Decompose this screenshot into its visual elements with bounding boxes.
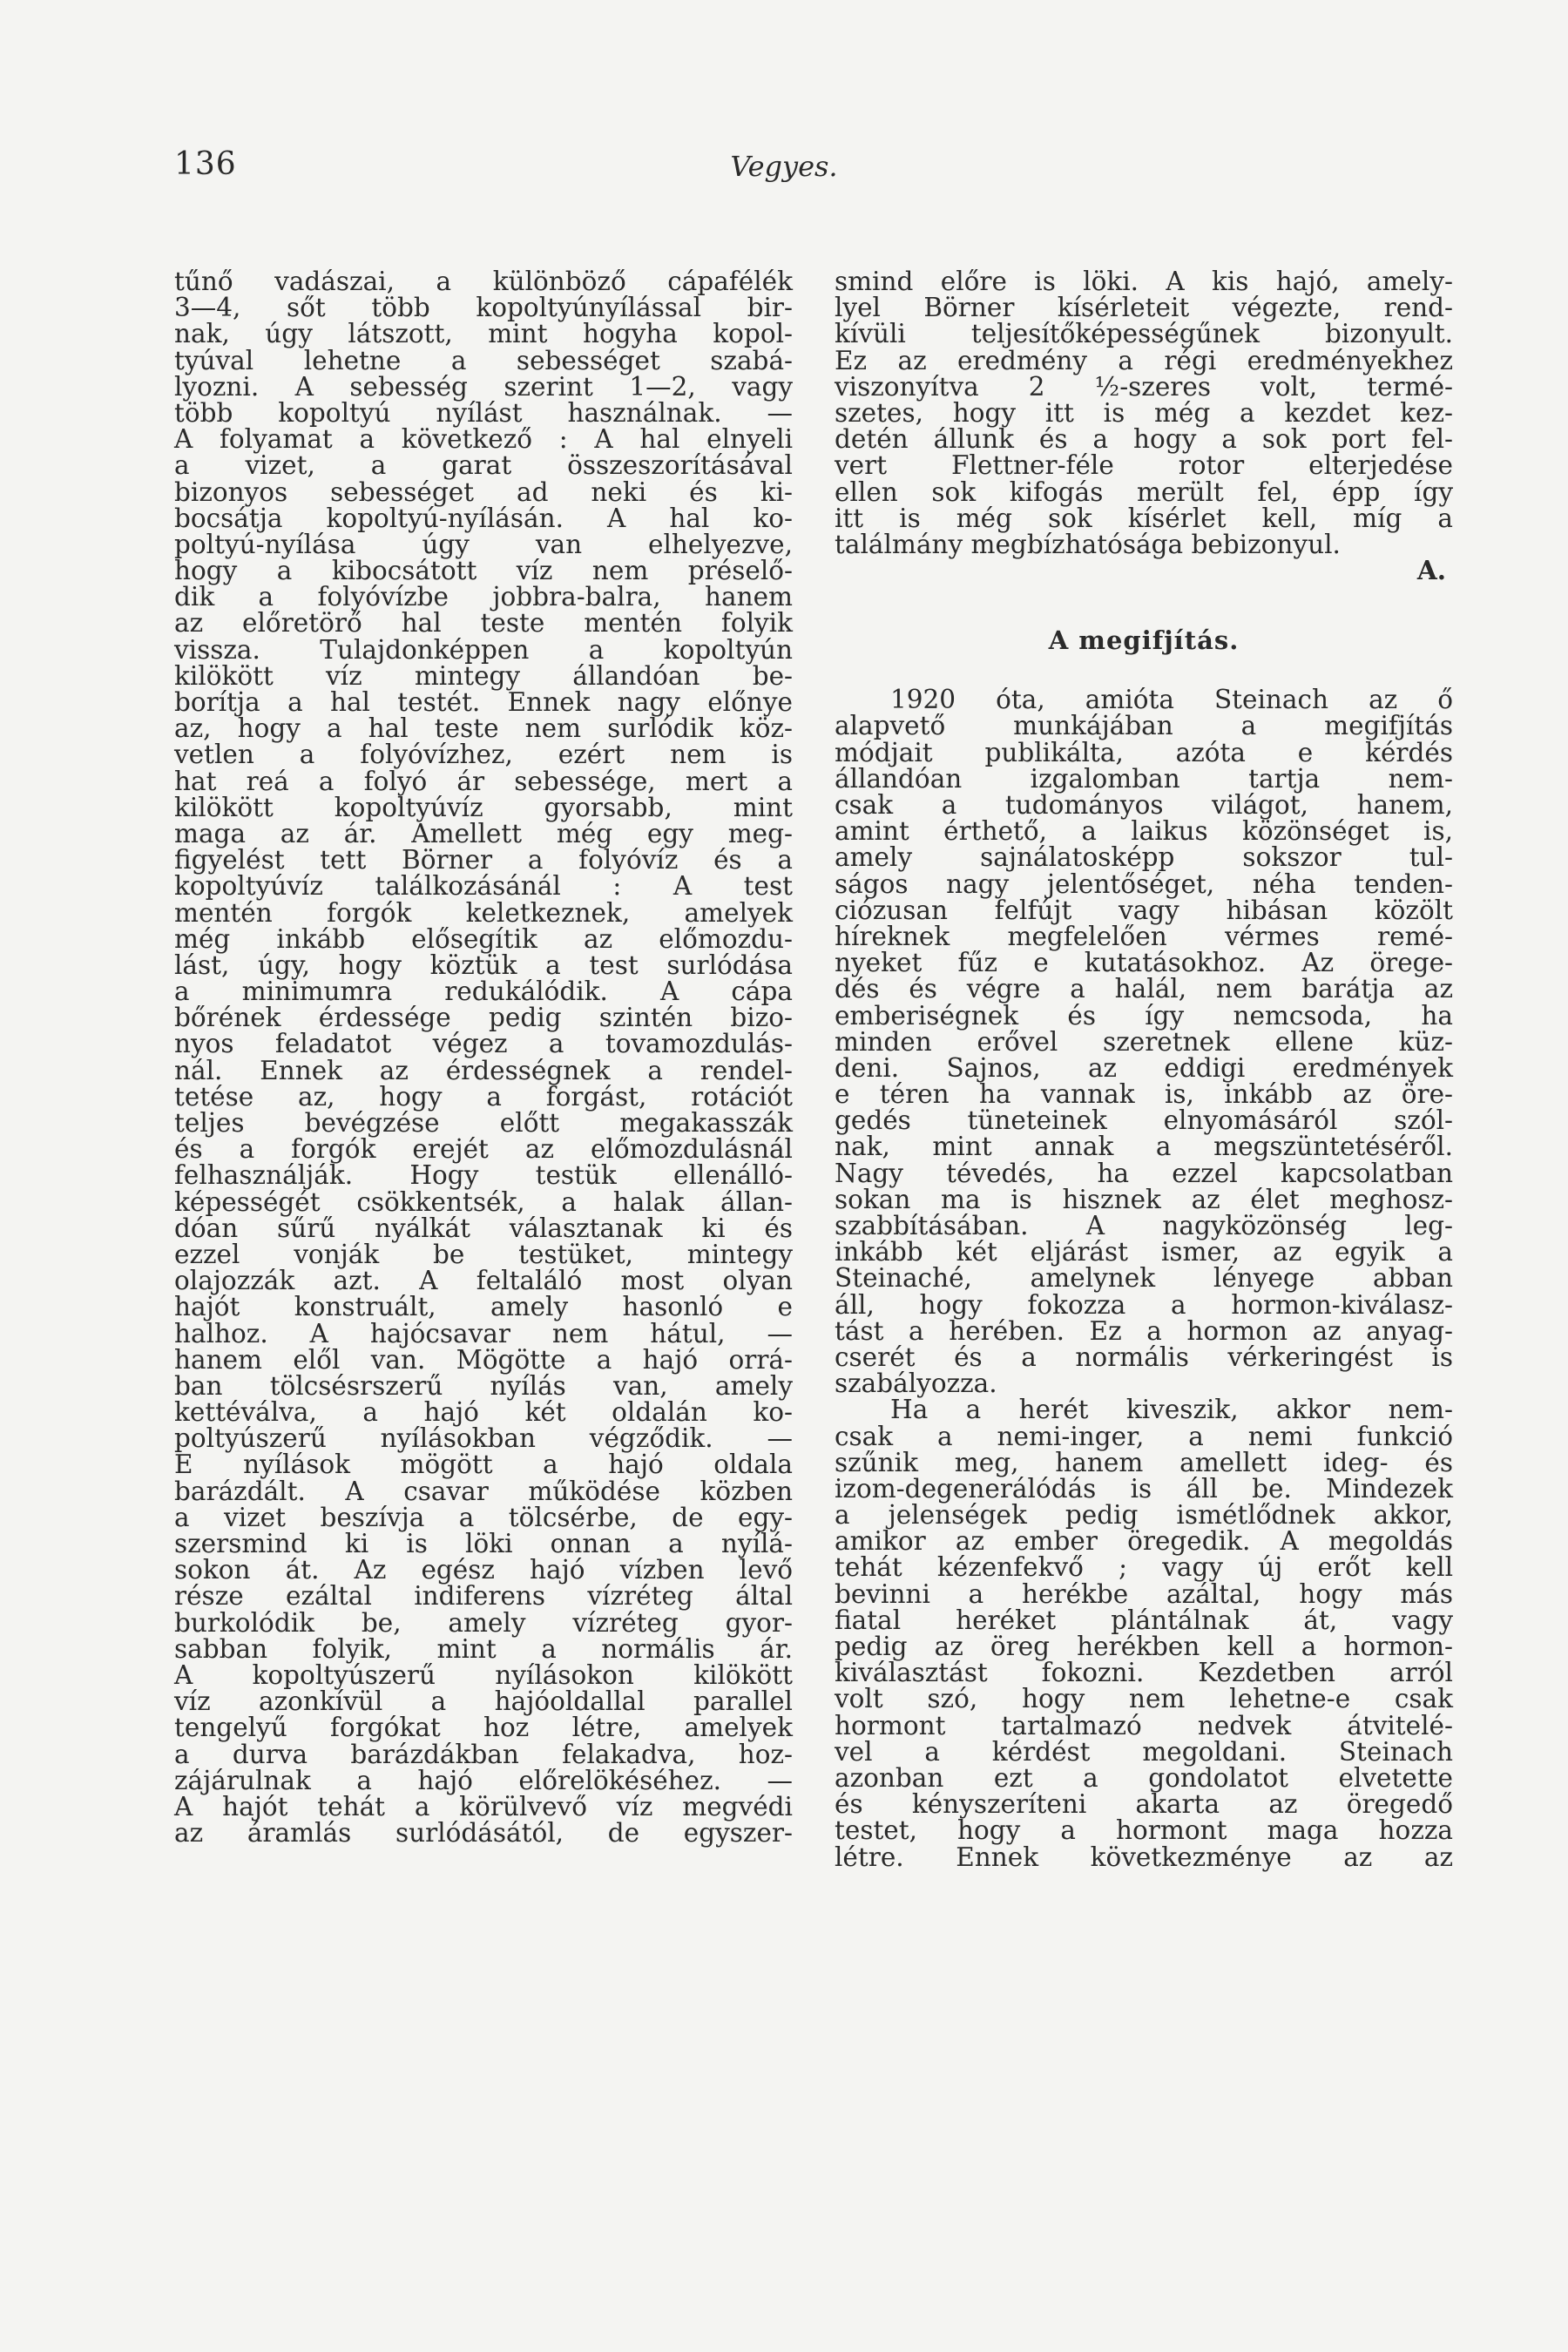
text-line: csak a nemi-inger, a nemi funkció [835,1421,1453,1451]
text-line: halhoz. A hajócsavar nem hátul, — [174,1318,793,1348]
text-line: dóan sűrű nyálkát választanak ki és [174,1213,793,1243]
text-line: sokan ma is hisznek az élet meghosz- [835,1184,1453,1214]
text-line: figyelést tett Börner a folyóvíz és a [174,845,793,875]
article-heading: A megifjítás. [1048,625,1240,656]
text-line: A hajót tehát a körülvevő víz megvédi [174,1791,793,1821]
text-line: csak a tudományos világot, hanem, [835,790,1453,821]
text-line: kilökött víz mintegy állandóan be- [174,660,793,691]
text-line: zájárulnak a hajó előrelökéséhez. — [174,1765,793,1795]
text-line: része ezáltal indiferens vízréteg által [174,1581,793,1612]
text-line: A kopoltyúszerű nyílásokon kilökött [174,1659,793,1690]
text-line: pedig az öreg herékben kell a hormon- [835,1632,1453,1662]
text-line: a vizet, a garat összeszorításával [174,450,793,481]
text-line: szetes, hogy itt is még a kezdet kez- [835,397,1453,428]
right-text-column [835,268,1453,1870]
text-line: vel a kérdést megoldani. Steinach [835,1736,1453,1767]
text-line: sokon át. Az egész hajó vízben levő [174,1555,793,1585]
text-line: még inkább elősegítik az előmozdu- [174,923,793,954]
text-line: víz azonkívül a hajóoldallal parallel [174,1686,793,1717]
text-line: ezzel vonják be testüket, mintegy [174,1239,793,1269]
text-line: vetlen a folyóvízhez, ezért nem is [174,740,793,770]
article-ending [835,268,1453,558]
text-line: tűnő vadászai, a különböző cápafélék [174,267,793,296]
text-line: 3—4, sőt több kopoltyúnyílással bir- [174,293,793,323]
text-line: bocsátja kopoltyú-nyílásán. A hal ko- [174,503,793,533]
text-line: volt szó, hogy nem lehetne-e csak [835,1684,1453,1714]
text-line: dik a folyóvízbe jobbra-balra, hanem [174,582,793,612]
text-line: vert Flettner-féle rotor elterjedése [835,450,1453,481]
text-line: híreknek megfelelően vérmes remé- [835,921,1453,951]
text-line: az áramlás surlódásától, de egyszer- [174,1818,793,1848]
text-line: viszonyítva 2 ½-szeres volt, termé- [835,371,1453,402]
text-line: tyúval lehetne a sebességet szabá- [174,345,793,375]
text-line: nyeket fűz e kutatásokhoz. Az örege- [835,948,1453,978]
text-line: ellen sok kifogás merült fel, épp így [835,476,1453,507]
text-line: áll, hogy fokozza a hormon-kiválasz- [835,1289,1453,1320]
text-line: és a forgók erejét az előmozdulásnál [174,1134,793,1165]
text-line: képességét csökkentsék, a halak állan- [174,1186,793,1217]
text-line: mentén forgók keletkeznek, amelyek [174,897,793,928]
text-line: állandóan izgalomban tartja nem- [835,763,1453,794]
text-line: ciózusan felfújt vagy hibásan közölt [835,895,1453,925]
text-line: maga az ár. Amellett még egy meg- [174,818,793,848]
text-line: szabbításában. A nagyközönség leg- [835,1211,1453,1241]
text-line: szabályozza. [835,1369,997,1399]
text-line: smind előre is löki. A kis hajó, amely- [835,267,1453,296]
text-line: lyozni. A sebesség szerint 1—2, vagy [174,371,793,402]
author-signature: A. [1416,555,1446,586]
text-line: itt is még sok kísérlet kell, míg a [835,503,1453,533]
article-paragraph-1 [835,685,1453,1399]
text-line: e téren ha vannak is, inkább az öre- [835,1079,1453,1110]
text-line: Ha a herét kiveszik, akkor nem- [890,1395,1453,1425]
text-line: Nagy tévedés, ha ezzel kapcsolatban [835,1158,1453,1188]
text-line: amikor az ember öregedik. A megoldás [835,1526,1453,1557]
text-line: kopoltyúvíz találkozásánál : A test [174,871,793,902]
text-line: nak, úgy látszott, mint hogyha kopol- [174,319,793,349]
text-line: kiválasztást fokozni. Kezdetben arról [835,1658,1453,1688]
text-line: dés és végre a halál, nem barátja az [835,974,1453,1004]
text-line: hogy a kibocsátott víz nem préselő- [174,556,793,586]
text-line: szűnik meg, hanem amellett ideg- és [835,1447,1453,1477]
text-line: hat reá a folyó ár sebessége, mert a [174,766,793,796]
text-line: bevinni a herékbe azáltal, hogy más [835,1578,1453,1609]
text-line: hormont tartalmazó nedvek átvitelé- [835,1710,1453,1740]
text-line: kilökött kopoltyúvíz gyorsabb, mint [174,792,793,822]
text-line: lást, úgy, hogy köztük a test surlódása [174,950,793,980]
text-line: a minimumra redukálódik. A cápa [174,977,793,1007]
text-line: Ez az eredmény a régi eredményekhez [835,345,1453,375]
text-line: vissza. Tulajdonképpen a kopoltyún [174,634,793,665]
text-line: azonban ezt a gondolatot elvetette [835,1762,1453,1793]
text-line: bőrének érdessége pedig szintén bizo- [174,1003,793,1033]
text-line: barázdált. A csavar működése közben [174,1476,793,1506]
text-line: poltyú-nyílása úgy van elhelyezve, [174,529,793,559]
text-line: inkább két eljárást ismer, az egyik a [835,1237,1453,1267]
text-line: ban tölcsésrszerű nyílás van, amely [174,1370,793,1401]
text-line: emberiségnek és így nemcsoda, ha [835,1000,1453,1031]
text-line: módjait publikálta, azóta e kérdés [835,737,1453,767]
text-line: találmány megbízhatósága bebizonyul. [835,529,1341,559]
text-line: testet, hogy a hormont maga hozza [835,1815,1453,1846]
text-line: fiatal heréket plántálnak át, vagy [835,1605,1453,1635]
text-line: alapvető munkájában a megifjítás [835,711,1453,741]
text-line: amint érthető, a laikus közönséget is, [835,816,1453,847]
text-line: az előretörő hal teste mentén folyik [174,608,793,639]
text-line: kettéválva, a hajó két oldalán ko- [174,1397,793,1428]
text-line: tehát kézenfekvő ; vagy új erőt kell [835,1552,1453,1583]
text-line: teljes bevégzése előtt megakasszák [174,1108,793,1138]
text-line: A folyamat a következő : A hal elnyeli [174,424,793,455]
text-line: tengelyű forgókat hoz létre, amelyek [174,1713,793,1743]
page-header [174,146,1394,190]
text-line: izom-degenerálódás is áll be. Mindezek [835,1473,1453,1504]
page-number: 136 [174,146,237,182]
text-line: Steinaché, amelynek lényege abban [835,1263,1453,1294]
text-line: a jelenségek pedig ismétlődnek akkor, [835,1500,1453,1531]
text-line: a durva barázdákban felakadva, hoz- [174,1739,793,1769]
text-line: szersmind ki is löki onnan a nyílá- [174,1529,793,1558]
text-line: sabban folyik, mint a normális ár. [174,1633,793,1664]
text-line: 1920 óta, amióta Steinach az ő [890,685,1453,715]
text-line: felhasználják. Hogy testük ellenálló- [174,1160,793,1191]
text-line: E nyílások mögött a hajó oldala [174,1450,793,1480]
running-head: Vegyes. [730,150,838,183]
article-paragraph-2 [835,1395,1453,1872]
text-line: több kopoltyú nyílást használnak. — [174,397,793,428]
text-line: nak, mint annak a megszüntetéséről. [835,1132,1453,1162]
text-line: cserét és a normális vérkeringést is [835,1342,1453,1372]
left-text-column [174,268,793,1846]
text-line: lyel Börner kísérleteit végezte, rend- [835,293,1453,323]
text-line: létre. Ennek következménye az az [835,1842,1453,1872]
text-line: detén állunk és a hogy a sok port fel- [835,424,1453,455]
text-line: hanem elől van. Mögötte a hajó orrá- [174,1344,793,1375]
text-line: gedés tüneteinek elnyomásáról szól- [835,1105,1453,1136]
text-line: nál. Ennek az érdességnek a rendel- [174,1055,793,1085]
text-line: bizonyos sebességet ad neki és ki- [174,476,793,507]
text-line: burkolódik be, amely vízréteg gyor- [174,1607,793,1638]
text-line: tetése az, hogy a forgást, rotációt [174,1081,793,1112]
text-line: tást a herében. Ez a hormon az anyag- [835,1315,1453,1346]
text-line: ságos nagy jelentőséget, néha tenden- [835,868,1453,899]
text-line: deni. Sajnos, az eddigi eredmények [835,1052,1453,1083]
text-line: olajozzák azt. A feltaláló most olyan [174,1266,793,1296]
text-line: és kényszeríteni akarta az öregedő [835,1789,1453,1820]
text-line: amely sajnálatosképp sokszor tul- [835,842,1453,873]
text-line: borítja a hal testét. Ennek nagy előnye [174,687,793,717]
text-line: kívüli teljesítőképességűnek bizonyult. [835,319,1453,349]
text-line: a vizet beszívja a tölcsérbe, de egy- [174,1502,793,1532]
text-line: nyos feladatot végez a tovamozdulás- [174,1029,793,1059]
text-line: az, hogy a hal teste nem surlódik köz- [174,713,793,744]
text-line: poltyúszerű nyílásokban végződik. — [174,1423,793,1454]
text-line: minden erővel szeretnek ellene küz- [835,1026,1453,1057]
text-line: hajót konstruált, amely hasonló e [174,1292,793,1322]
